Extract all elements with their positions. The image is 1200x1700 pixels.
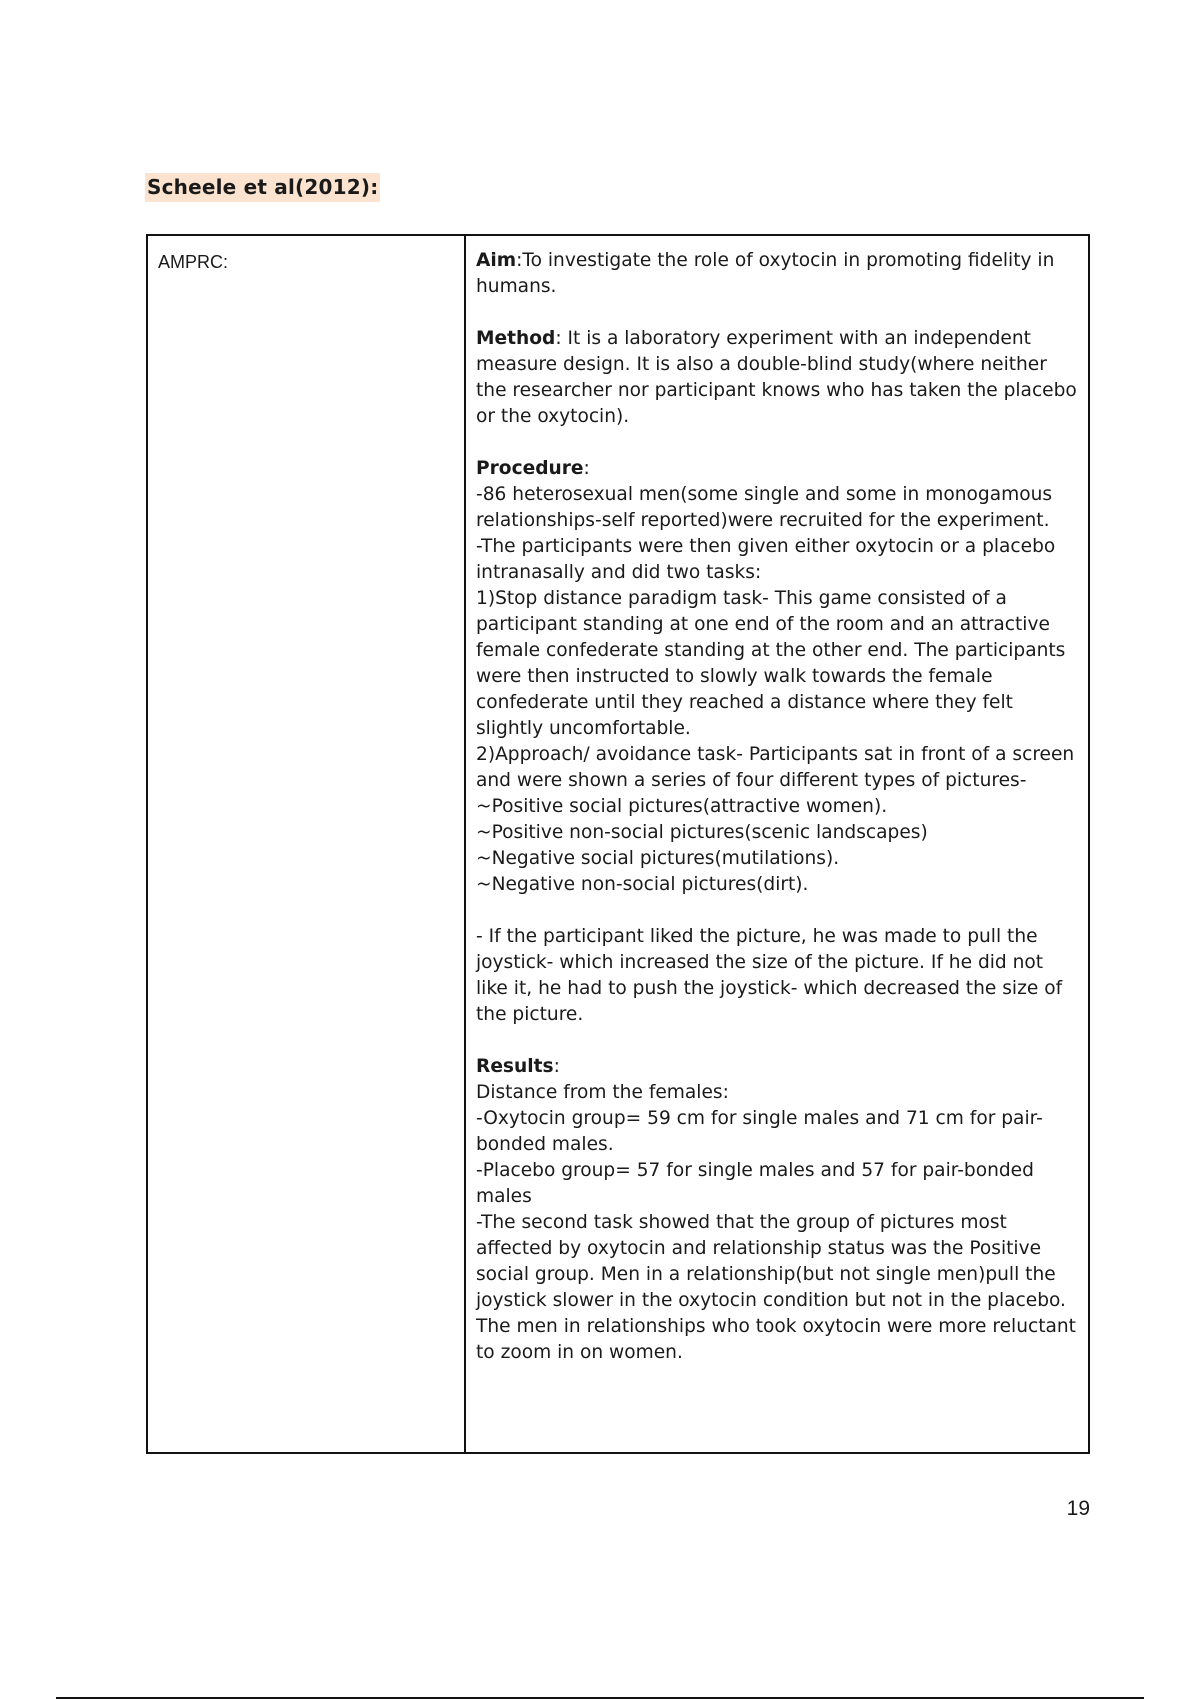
procedure-line: ~Negative non-social pictures(dirt). [476, 874, 809, 895]
results-line: -Oxytocin group= 59 cm for single males and 71 cm for pair-bonded males. [476, 1108, 1043, 1155]
method-paragraph [476, 326, 1078, 430]
procedure-line: ~Positive social pictures(attractive women). [476, 796, 888, 817]
procedure-line: 1)Stop distance paradigm task- This game consisted of a participant standing at one end of the room and an attractive female confederate standing at the other end. The participants were then instructed to slowly walk towards the female confederate until they reached a distance where they felt slightly uncomfortable. [476, 588, 1066, 739]
procedure-line: -The participants were then given either oxytocin or a placebo intranasally and did two tasks: [476, 536, 1056, 583]
amprc-label: AMPRC: [158, 252, 229, 272]
method-section [476, 326, 1078, 430]
procedure-colon: : [583, 458, 590, 479]
results-section [476, 1054, 1078, 1366]
method-text: : It is a laboratory experiment with an independent measure design. It is also a double-blind study(where neither the researcher nor participant knows who has taken the placebo or the oxytocin). [476, 328, 1077, 427]
joystick-paragraph: - If the participant liked the picture, he was made to pull the joystick- which increased the size of the picture. If he did not like it, he had to push the joystick- which decreased the size of the picture. [476, 926, 1063, 1025]
procedure-line: ~Positive non-social pictures(scenic landscapes) [476, 822, 928, 843]
results-colon: : [553, 1056, 560, 1077]
aim-label: Aim [476, 250, 517, 271]
page-heading-text: Scheele et al(2012): [145, 173, 380, 202]
results-label: Results [476, 1056, 554, 1077]
page-heading [145, 172, 380, 202]
results-line: -Placebo group= 57 for single males and 57 for pair-bonded males [476, 1160, 1034, 1207]
procedure-section [476, 456, 1078, 898]
method-label: Method [476, 328, 556, 349]
procedure-label: Procedure [476, 458, 584, 479]
bottom-divider [56, 1697, 1144, 1699]
procedure-line: ~Negative social pictures(mutilations). [476, 848, 840, 869]
aim-paragraph [476, 248, 1078, 300]
page-number: 19 [1066, 1497, 1090, 1520]
procedure-line: 2)Approach/ avoidance task- Participants sat in front of a screen and were shown a series of four different types of pictures- [476, 744, 1075, 791]
table-left-column [148, 236, 466, 1452]
aim-section [476, 248, 1078, 300]
procedure-line: -86 heterosexual men(some single and some in monogamous relationships-self reported)were recruited for the experiment. [476, 484, 1053, 531]
results-line: Distance from the females: [476, 1082, 729, 1103]
results-line: -The second task showed that the group of pictures most affected by oxytocin and relationship status was the Positive social group. Men in a relationship(but not single men)pull the joystick slower in the oxytocin condition but not in the placebo. The men in relationships who took oxytocin were more reluctant to zoom in on women. [476, 1212, 1076, 1363]
amprc-table [146, 234, 1090, 1454]
table-right-column [466, 236, 1088, 1452]
aim-text: :To investigate the role of oxytocin in promoting fidelity in humans. [476, 250, 1055, 297]
procedure-heading [476, 456, 1078, 482]
results-heading [476, 1054, 1078, 1080]
joystick-section [476, 924, 1078, 1028]
